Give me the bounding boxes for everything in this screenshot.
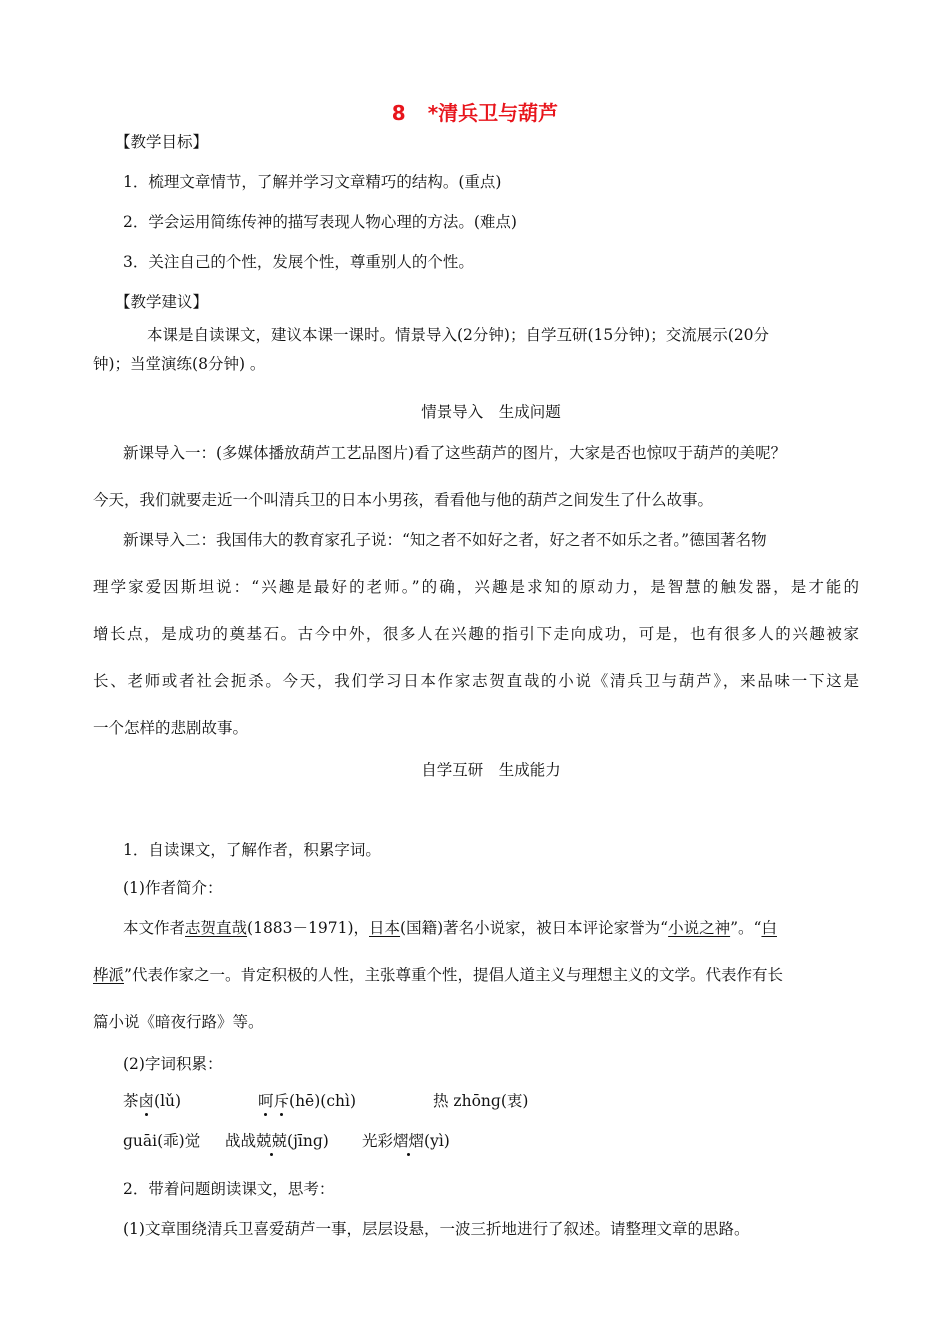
intro2-line-5: 一个怎样的悲剧故事。 <box>93 719 249 737</box>
task-2: 2．带着问题朗读课文，思考： <box>123 1180 335 1198</box>
goal-item-3: 3．关注自己的个性，发展个性，尊重别人的个性。 <box>123 253 474 271</box>
vocab-word-6-pinyin: (yì) <box>424 1132 450 1150</box>
vocab-word-1-char: 茶 <box>123 1092 139 1110</box>
vocab-word-6-dotted: 熠熠 <box>393 1132 425 1150</box>
goal-item-1: 1．梳理文章情节，了解并学习文章精巧的结构。(重点) <box>123 173 502 191</box>
section-heading-selfstudy: 自学互研 生成能力 <box>421 761 561 779</box>
vocab-word-2-dotted: 呵 <box>258 1092 274 1110</box>
goals-heading: 【教学目标】 <box>115 133 209 151</box>
lesson-title-text: *清兵卫与葫芦 <box>427 101 559 125</box>
intro2-line-3: 增长点，是成功的奠基石。古今中外，很多人在兴趣的指引下走向成功，可是，也有很多人的兴趣被家 <box>93 625 859 643</box>
vocab-word-2 <box>258 1091 356 1111</box>
vocab-word-5-char: 战战 <box>225 1132 257 1150</box>
suggest-line-2: 钟)；当堂演练(8分钟) 。 <box>93 355 266 373</box>
author-text-b: (1883－1971)， <box>247 919 370 937</box>
section-heading-intro: 情景导入 生成问题 <box>421 403 561 421</box>
vocab-heading: (2)字词积累： <box>123 1055 223 1073</box>
author-honor: 小说之神 <box>668 919 731 937</box>
vocab-word-1 <box>123 1091 181 1111</box>
author-line-1 <box>123 918 777 938</box>
author-school-part-a: 白 <box>761 919 777 937</box>
vocab-word-1-pinyin: (lǔ) <box>154 1092 182 1110</box>
vocab-word-2-pinyin: (hē)(chì) <box>289 1092 356 1110</box>
intro2-line-4: 长、老师或者社会扼杀。今天，我们学习日本作家志贺直哉的小说《清兵卫与葫芦》，来品味一下这是 <box>93 672 859 690</box>
author-heading: (1)作者简介： <box>123 879 223 897</box>
vocab-word-1-dotted: 卤 <box>138 1092 155 1110</box>
vocab-word-5 <box>225 1131 329 1151</box>
intro1-line-1: 新课导入一：(多媒体播放葫芦工艺品图片)看了这些葫芦的图片，大家是否也惊叹于葫芦的美呢？ <box>123 444 787 462</box>
author-country: 日本 <box>369 919 401 937</box>
author-line-2 <box>93 965 783 985</box>
author-text-c: (国籍)著名小说家，被日本评论家誉为“ <box>400 919 669 937</box>
author-text-a: 本文作者 <box>123 919 186 937</box>
suggest-heading: 【教学建议】 <box>115 293 209 311</box>
author-school-part-b: 桦派 <box>93 966 125 984</box>
suggest-line-1: 本课是自读课文，建议本课一课时。情景导入(2分钟)；自学互研(15分钟)；交流展示(20分 <box>147 326 770 344</box>
vocab-word-3: 热 zhōnɡ(衷) <box>433 1092 529 1110</box>
vocab-word-2-dotted-b: 斥 <box>273 1092 290 1110</box>
intro2-line-2: 理学家爱因斯坦说：“兴趣是最好的老师。”的确，兴趣是求知的原动力，是智慧的触发器，是才能的 <box>93 578 859 596</box>
vocab-word-5-dotted: 兢兢 <box>256 1132 288 1150</box>
author-text-e: ”代表作家之一。肯定积极的人性，主张尊重个性，提倡人道主义与理想主义的文学。代表作有长 <box>124 966 783 984</box>
vocab-word-6-char: 光彩 <box>362 1132 394 1150</box>
vocab-word-5-pinyin: (jīnɡ) <box>287 1132 329 1150</box>
task-1: 1．自读课文，了解作者，积累字词。 <box>123 841 381 859</box>
author-name: 志贺直哉 <box>185 919 248 937</box>
task-2-question-1: (1)文章围绕清兵卫喜爱葫芦一事，层层设悬，一波三折地进行了叙述。请整理文章的思路。 <box>123 1220 750 1238</box>
author-line-3: 篇小说《暗夜行路》等。 <box>93 1013 264 1031</box>
intro2-line-1-text: 新课导入二：我国伟大的教育家孔子说：“知之者不如好之者，好之者不如乐之者。”德国著名物 <box>123 531 767 549</box>
vocab-word-4: ɡuāi(乖)觉 <box>123 1132 201 1150</box>
goal-item-2: 2．学会运用简练传神的描写表现人物心理的方法。(难点) <box>123 213 517 231</box>
intro1-line-2: 今天，我们就要走近一个叫清兵卫的日本小男孩，看看他与他的葫芦之间发生了什么故事。 <box>93 491 714 509</box>
lesson-title <box>0 100 950 126</box>
lesson-number: 8 <box>391 101 406 125</box>
author-text-d: ”。“ <box>730 919 762 937</box>
vocab-word-6 <box>362 1131 450 1151</box>
